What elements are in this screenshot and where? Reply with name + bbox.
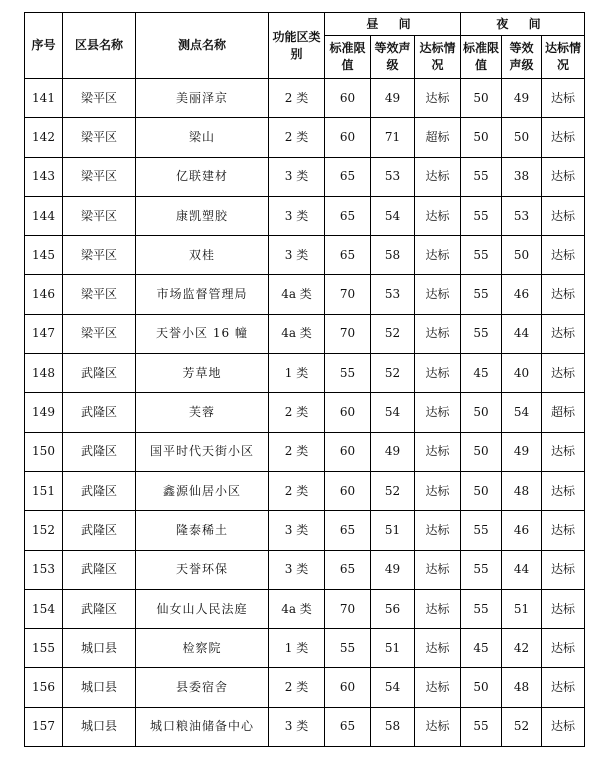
cell-day-level: 53 <box>371 157 415 196</box>
cell-night-status: 达标 <box>542 589 585 628</box>
cell-day-limit: 65 <box>325 511 371 550</box>
cell-night-status: 达标 <box>542 471 585 510</box>
cell-day-limit: 65 <box>325 236 371 275</box>
cell-day-status: 达标 <box>415 471 461 510</box>
cell-day-limit: 55 <box>325 354 371 393</box>
cell-site: 天誉小区 16 幢 <box>136 314 269 353</box>
cell-seq: 153 <box>25 550 63 589</box>
cell-night-level: 49 <box>502 79 542 118</box>
cell-district: 梁平区 <box>63 118 136 157</box>
cell-district: 武隆区 <box>63 393 136 432</box>
cell-day-limit: 60 <box>325 432 371 471</box>
cell-night-limit: 55 <box>461 196 502 235</box>
table-row <box>25 511 585 550</box>
cell-zone: 2 类 <box>269 668 325 707</box>
table-row <box>25 393 585 432</box>
cell-day-limit: 60 <box>325 79 371 118</box>
cell-seq: 148 <box>25 354 63 393</box>
cell-zone: 3 类 <box>269 196 325 235</box>
cell-day-limit: 60 <box>325 668 371 707</box>
cell-night-level: 54 <box>502 393 542 432</box>
cell-day-status: 达标 <box>415 275 461 314</box>
table-row <box>25 157 585 196</box>
header-day-limit: 标准限值 <box>325 36 371 79</box>
header-day-group: 昼 间 <box>325 13 461 36</box>
cell-zone: 4a 类 <box>269 275 325 314</box>
table-row <box>25 432 585 471</box>
cell-site: 芙蓉 <box>136 393 269 432</box>
header-night-level: 等效声级 <box>502 36 542 79</box>
cell-site: 隆泰稀土 <box>136 511 269 550</box>
table-row <box>25 354 585 393</box>
cell-night-limit: 55 <box>461 511 502 550</box>
cell-night-level: 48 <box>502 471 542 510</box>
table-row <box>25 550 585 589</box>
cell-day-limit: 65 <box>325 550 371 589</box>
table-header <box>25 13 585 79</box>
cell-day-level: 51 <box>371 511 415 550</box>
cell-zone: 2 类 <box>269 118 325 157</box>
cell-day-status: 达标 <box>415 668 461 707</box>
cell-district: 武隆区 <box>63 432 136 471</box>
cell-day-level: 49 <box>371 432 415 471</box>
table-row <box>25 629 585 668</box>
cell-district: 武隆区 <box>63 550 136 589</box>
cell-district: 梁平区 <box>63 236 136 275</box>
cell-night-level: 52 <box>502 707 542 746</box>
cell-site: 检察院 <box>136 629 269 668</box>
cell-day-status: 达标 <box>415 629 461 668</box>
cell-day-limit: 70 <box>325 314 371 353</box>
header-seq: 序号 <box>25 13 63 79</box>
cell-seq: 141 <box>25 79 63 118</box>
cell-seq: 147 <box>25 314 63 353</box>
cell-night-limit: 55 <box>461 236 502 275</box>
cell-day-level: 54 <box>371 393 415 432</box>
cell-day-level: 71 <box>371 118 415 157</box>
cell-district: 武隆区 <box>63 589 136 628</box>
cell-night-level: 44 <box>502 550 542 589</box>
cell-day-level: 56 <box>371 589 415 628</box>
cell-night-limit: 50 <box>461 118 502 157</box>
header-site: 测点名称 <box>136 13 269 79</box>
cell-zone: 2 类 <box>269 393 325 432</box>
header-night-status: 达标情况 <box>542 36 585 79</box>
cell-day-level: 54 <box>371 196 415 235</box>
cell-night-limit: 50 <box>461 393 502 432</box>
cell-district: 梁平区 <box>63 157 136 196</box>
cell-seq: 146 <box>25 275 63 314</box>
cell-seq: 144 <box>25 196 63 235</box>
table-row <box>25 275 585 314</box>
cell-day-limit: 55 <box>325 629 371 668</box>
cell-day-status: 达标 <box>415 393 461 432</box>
cell-night-limit: 50 <box>461 432 502 471</box>
cell-day-status: 达标 <box>415 79 461 118</box>
cell-zone: 1 类 <box>269 354 325 393</box>
cell-day-status: 达标 <box>415 354 461 393</box>
cell-night-limit: 55 <box>461 550 502 589</box>
header-district: 区县名称 <box>63 13 136 79</box>
header-zone: 功能区类别 <box>269 13 325 79</box>
cell-district: 梁平区 <box>63 196 136 235</box>
cell-seq: 151 <box>25 471 63 510</box>
cell-site: 亿联建材 <box>136 157 269 196</box>
cell-night-level: 40 <box>502 354 542 393</box>
cell-seq: 150 <box>25 432 63 471</box>
cell-day-status: 达标 <box>415 589 461 628</box>
cell-day-limit: 70 <box>325 275 371 314</box>
cell-night-limit: 45 <box>461 354 502 393</box>
cell-night-status: 达标 <box>542 196 585 235</box>
cell-day-status: 达标 <box>415 236 461 275</box>
cell-day-limit: 65 <box>325 196 371 235</box>
header-day-status: 达标情况 <box>415 36 461 79</box>
cell-day-limit: 65 <box>325 157 371 196</box>
cell-site: 市场监督管理局 <box>136 275 269 314</box>
cell-site: 康凯塑胶 <box>136 196 269 235</box>
cell-night-limit: 55 <box>461 157 502 196</box>
cell-zone: 4a 类 <box>269 589 325 628</box>
cell-night-level: 50 <box>502 236 542 275</box>
cell-night-status: 达标 <box>542 354 585 393</box>
cell-day-level: 54 <box>371 668 415 707</box>
cell-day-status: 达标 <box>415 157 461 196</box>
table-row <box>25 314 585 353</box>
cell-district: 城口县 <box>63 668 136 707</box>
cell-zone: 3 类 <box>269 511 325 550</box>
cell-day-level: 52 <box>371 354 415 393</box>
cell-seq: 157 <box>25 707 63 746</box>
table-row <box>25 236 585 275</box>
cell-zone: 1 类 <box>269 629 325 668</box>
cell-day-status: 达标 <box>415 707 461 746</box>
header-night-group: 夜 间 <box>461 13 585 36</box>
table-body <box>25 79 585 747</box>
cell-night-level: 44 <box>502 314 542 353</box>
cell-district: 梁平区 <box>63 79 136 118</box>
cell-day-limit: 60 <box>325 393 371 432</box>
table-row <box>25 79 585 118</box>
cell-night-status: 达标 <box>542 275 585 314</box>
cell-site: 芳草地 <box>136 354 269 393</box>
cell-night-status: 达标 <box>542 550 585 589</box>
cell-seq: 149 <box>25 393 63 432</box>
cell-day-status: 达标 <box>415 511 461 550</box>
noise-monitoring-table <box>24 12 585 747</box>
cell-day-level: 49 <box>371 550 415 589</box>
cell-zone: 2 类 <box>269 471 325 510</box>
cell-zone: 2 类 <box>269 432 325 471</box>
cell-seq: 143 <box>25 157 63 196</box>
cell-night-limit: 45 <box>461 629 502 668</box>
cell-day-status: 达标 <box>415 196 461 235</box>
cell-night-level: 46 <box>502 511 542 550</box>
cell-night-status: 达标 <box>542 432 585 471</box>
cell-night-status: 超标 <box>542 393 585 432</box>
cell-day-level: 52 <box>371 471 415 510</box>
cell-zone: 3 类 <box>269 236 325 275</box>
cell-district: 梁平区 <box>63 314 136 353</box>
cell-site: 鑫源仙居小区 <box>136 471 269 510</box>
cell-night-level: 42 <box>502 629 542 668</box>
table-row <box>25 471 585 510</box>
cell-district: 城口县 <box>63 629 136 668</box>
cell-zone: 3 类 <box>269 550 325 589</box>
cell-seq: 154 <box>25 589 63 628</box>
cell-site: 双桂 <box>136 236 269 275</box>
table-row <box>25 589 585 628</box>
cell-night-status: 达标 <box>542 314 585 353</box>
cell-site: 仙女山人民法庭 <box>136 589 269 628</box>
cell-site: 城口粮油储备中心 <box>136 707 269 746</box>
cell-seq: 142 <box>25 118 63 157</box>
cell-night-status: 达标 <box>542 79 585 118</box>
cell-night-status: 达标 <box>542 236 585 275</box>
cell-night-limit: 55 <box>461 275 502 314</box>
cell-zone: 2 类 <box>269 79 325 118</box>
cell-day-level: 58 <box>371 707 415 746</box>
cell-district: 武隆区 <box>63 354 136 393</box>
cell-district: 城口县 <box>63 707 136 746</box>
cell-zone: 4a 类 <box>269 314 325 353</box>
cell-site: 美丽泽京 <box>136 79 269 118</box>
cell-day-status: 达标 <box>415 550 461 589</box>
cell-site: 国平时代天街小区 <box>136 432 269 471</box>
cell-day-limit: 70 <box>325 589 371 628</box>
cell-day-status: 达标 <box>415 432 461 471</box>
cell-day-level: 52 <box>371 314 415 353</box>
cell-seq: 152 <box>25 511 63 550</box>
cell-day-level: 51 <box>371 629 415 668</box>
header-night-limit: 标准限值 <box>461 36 502 79</box>
cell-district: 梁平区 <box>63 275 136 314</box>
cell-night-status: 达标 <box>542 157 585 196</box>
cell-night-level: 49 <box>502 432 542 471</box>
cell-day-limit: 60 <box>325 471 371 510</box>
cell-night-limit: 50 <box>461 668 502 707</box>
cell-district: 武隆区 <box>63 471 136 510</box>
cell-day-level: 53 <box>371 275 415 314</box>
cell-seq: 145 <box>25 236 63 275</box>
cell-day-level: 49 <box>371 79 415 118</box>
cell-night-limit: 55 <box>461 589 502 628</box>
cell-night-status: 达标 <box>542 118 585 157</box>
cell-night-status: 达标 <box>542 668 585 707</box>
cell-day-status: 超标 <box>415 118 461 157</box>
cell-night-status: 达标 <box>542 511 585 550</box>
cell-night-level: 53 <box>502 196 542 235</box>
cell-district: 武隆区 <box>63 511 136 550</box>
cell-night-limit: 55 <box>461 314 502 353</box>
cell-night-limit: 50 <box>461 79 502 118</box>
cell-site: 天誉环保 <box>136 550 269 589</box>
cell-seq: 155 <box>25 629 63 668</box>
cell-site: 县委宿舍 <box>136 668 269 707</box>
cell-day-level: 58 <box>371 236 415 275</box>
cell-night-level: 50 <box>502 118 542 157</box>
table-row <box>25 668 585 707</box>
table-row <box>25 707 585 746</box>
cell-night-level: 38 <box>502 157 542 196</box>
cell-day-limit: 60 <box>325 118 371 157</box>
cell-night-limit: 50 <box>461 471 502 510</box>
cell-night-level: 46 <box>502 275 542 314</box>
cell-day-limit: 65 <box>325 707 371 746</box>
table-row <box>25 118 585 157</box>
cell-zone: 3 类 <box>269 707 325 746</box>
cell-site: 梁山 <box>136 118 269 157</box>
cell-night-status: 达标 <box>542 707 585 746</box>
cell-night-status: 达标 <box>542 629 585 668</box>
cell-day-status: 达标 <box>415 314 461 353</box>
cell-night-level: 48 <box>502 668 542 707</box>
cell-zone: 3 类 <box>269 157 325 196</box>
header-day-level: 等效声级 <box>371 36 415 79</box>
cell-seq: 156 <box>25 668 63 707</box>
cell-night-limit: 55 <box>461 707 502 746</box>
cell-night-level: 51 <box>502 589 542 628</box>
table-row <box>25 196 585 235</box>
